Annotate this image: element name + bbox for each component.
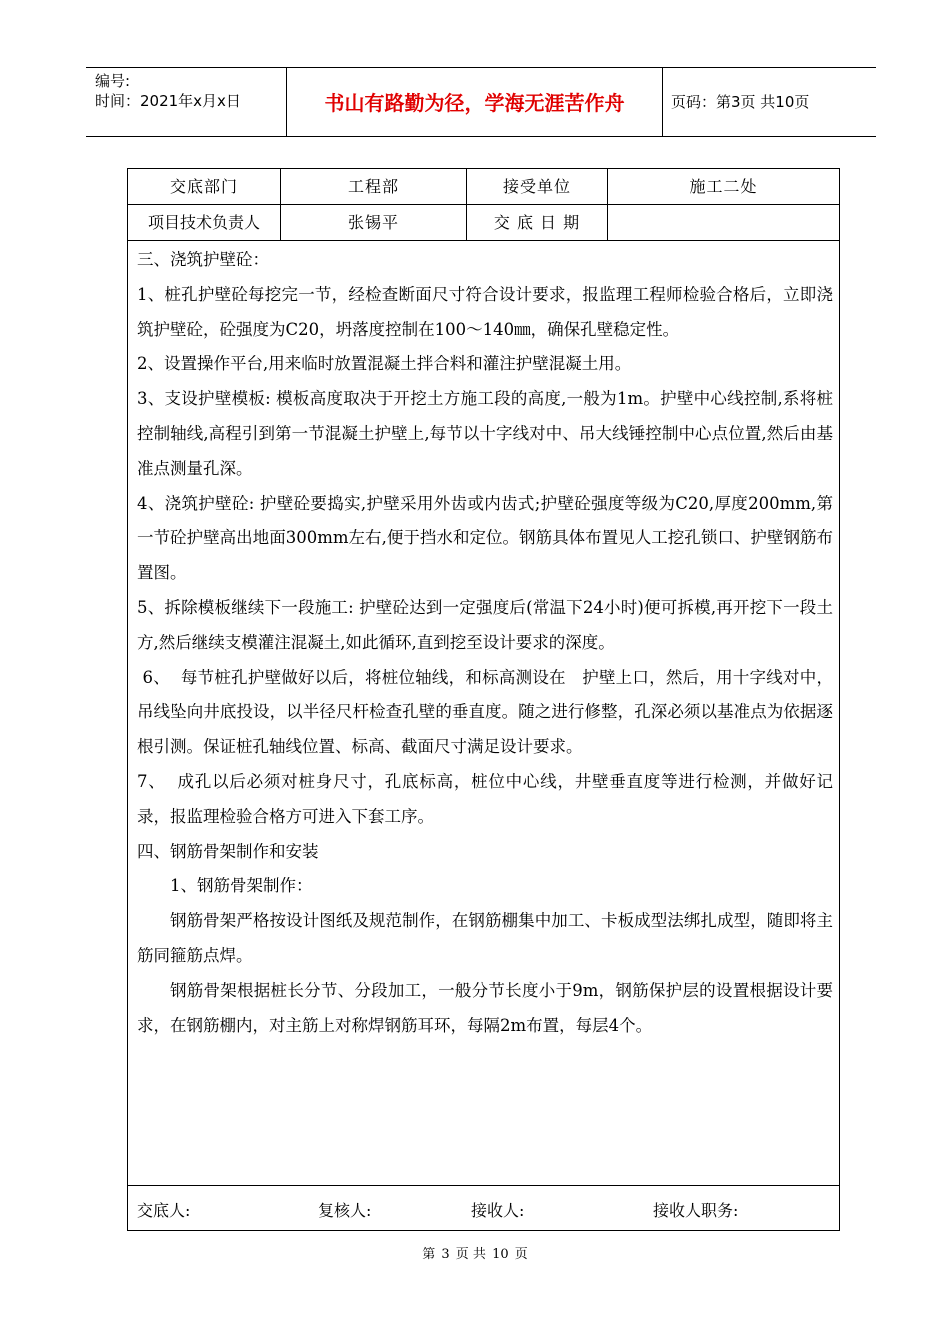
footer-page-of: 页 共	[455, 1247, 486, 1262]
disclosure-date-value	[608, 205, 839, 241]
header-page-info: 页码：第3页 共10页	[671, 93, 810, 111]
receiver-title-label: 接收人职务:	[653, 1201, 739, 1220]
content-paragraph: 2、设置操作平台,用来临时放置混凝土拌合料和灌注护壁混凝土用。	[137, 354, 632, 374]
header-motto: 书山有路勤为径，学海无涯苦作舟	[324, 91, 625, 115]
content-paragraph: 三、浇筑护壁砼：	[137, 250, 269, 269]
receiver-unit-label: 接受单位	[502, 177, 571, 196]
receiver-unit-value: 施工二处	[689, 177, 758, 196]
header-meta-cell	[86, 68, 286, 136]
row-divider	[128, 1185, 839, 1186]
disclosure-table	[127, 168, 840, 1231]
footer-page-prefix: 第	[422, 1247, 436, 1262]
content-paragraph: 7、 成孔以后必须对桩身尺寸，孔底标高，桩位中心线，井壁垂直度等进行检测，并做好记录，报监理检验合格方可进入下套工序。	[137, 771, 833, 826]
footer-page-suffix: 页	[514, 1247, 528, 1262]
page-footer	[0, 1247, 950, 1263]
disclosure-content	[137, 243, 833, 1043]
section-heading: 四、钢筋骨架制作和安装	[137, 841, 319, 861]
tech-lead-label: 项目技术负责人	[147, 213, 260, 232]
subsection-heading: 1、钢筋骨架制作：	[170, 876, 313, 896]
content-paragraph: 3、支设护壁模板: 模板高度取决于开挖土方施工段的高度,一般为1m。护壁中心线控制,系将桩控制轴线,高程引到第一节混凝土护壁上,每节以十字线对中、吊大线锤控制中心点位置,然后由基准点测量孔深。	[137, 389, 833, 478]
header-page-cell	[662, 68, 876, 136]
content-paragraph: 6、 每节桩孔护壁做好以后，将桩位轴线，和标高测设在 护壁上口，然后，用十字线对中，吊线坠向井底投设，以半径尺杆检查孔壁的垂直度。随之进行修整，孔深必须以基准点为依据逐根引测。保证桩孔轴线位置、标高、截面尺寸满足设计要求。	[137, 667, 833, 757]
footer-page-total: 10	[492, 1247, 509, 1262]
document-header	[86, 67, 876, 137]
presenter-signature-label: 交底人:	[137, 1201, 191, 1220]
tech-lead-value: 张锡平	[347, 213, 399, 232]
content-paragraph: 4、浇筑护壁砼: 护壁砼要捣实,护壁采用外齿或内齿式;护壁砼强度等级为C20,厚度200mm,第一节砼护壁高出地面300mm左右,便于挡水和定位。钢筋具体布置见人工挖孔锁口、护壁钢筋布置图。	[137, 493, 833, 583]
disclosure-date-label: 交 底 日 期	[493, 213, 581, 232]
document-time-label: 时间：2021年x月x日	[95, 92, 241, 110]
receiver-signature-label: 接收人:	[471, 1201, 525, 1220]
content-paragraph: 1、桩孔护壁砼每挖完一节，经检查断面尺寸符合设计要求，报监理工程师检验合格后，立即浇筑护壁砼，砼强度为C20，坍落度控制在100～140㎜，确保孔壁稳定性。	[137, 284, 833, 339]
footer-page-number: 3	[441, 1247, 450, 1262]
content-paragraph: 钢筋骨架严格按设计图纸及规范制作，在钢筋棚集中加工、卡板成型法绑扎成型，随即将主筋同箍筋点焊。	[137, 911, 833, 965]
content-paragraph: 5、拆除模板继续下一段施工: 护壁砼达到一定强度后(常温下24小时)便可拆模,再开挖下一段土方,然后继续支模灌注混凝土,如此循环,直到挖至设计要求的深度。	[137, 597, 833, 652]
header-motto-cell	[286, 68, 663, 136]
dept-label: 交底部门	[169, 177, 238, 196]
reviewer-signature-label: 复核人:	[318, 1201, 372, 1220]
document-number-label: 编号:	[95, 72, 131, 90]
dept-value: 工程部	[347, 177, 399, 196]
content-paragraph: 钢筋骨架根据桩长分节、分段加工，一般分节长度小于9m，钢筋保护层的设置根据设计要求，在钢筋棚内，对主筋上对称焊钢筋耳环，每隔2m布置，每层4个。	[137, 980, 833, 1035]
